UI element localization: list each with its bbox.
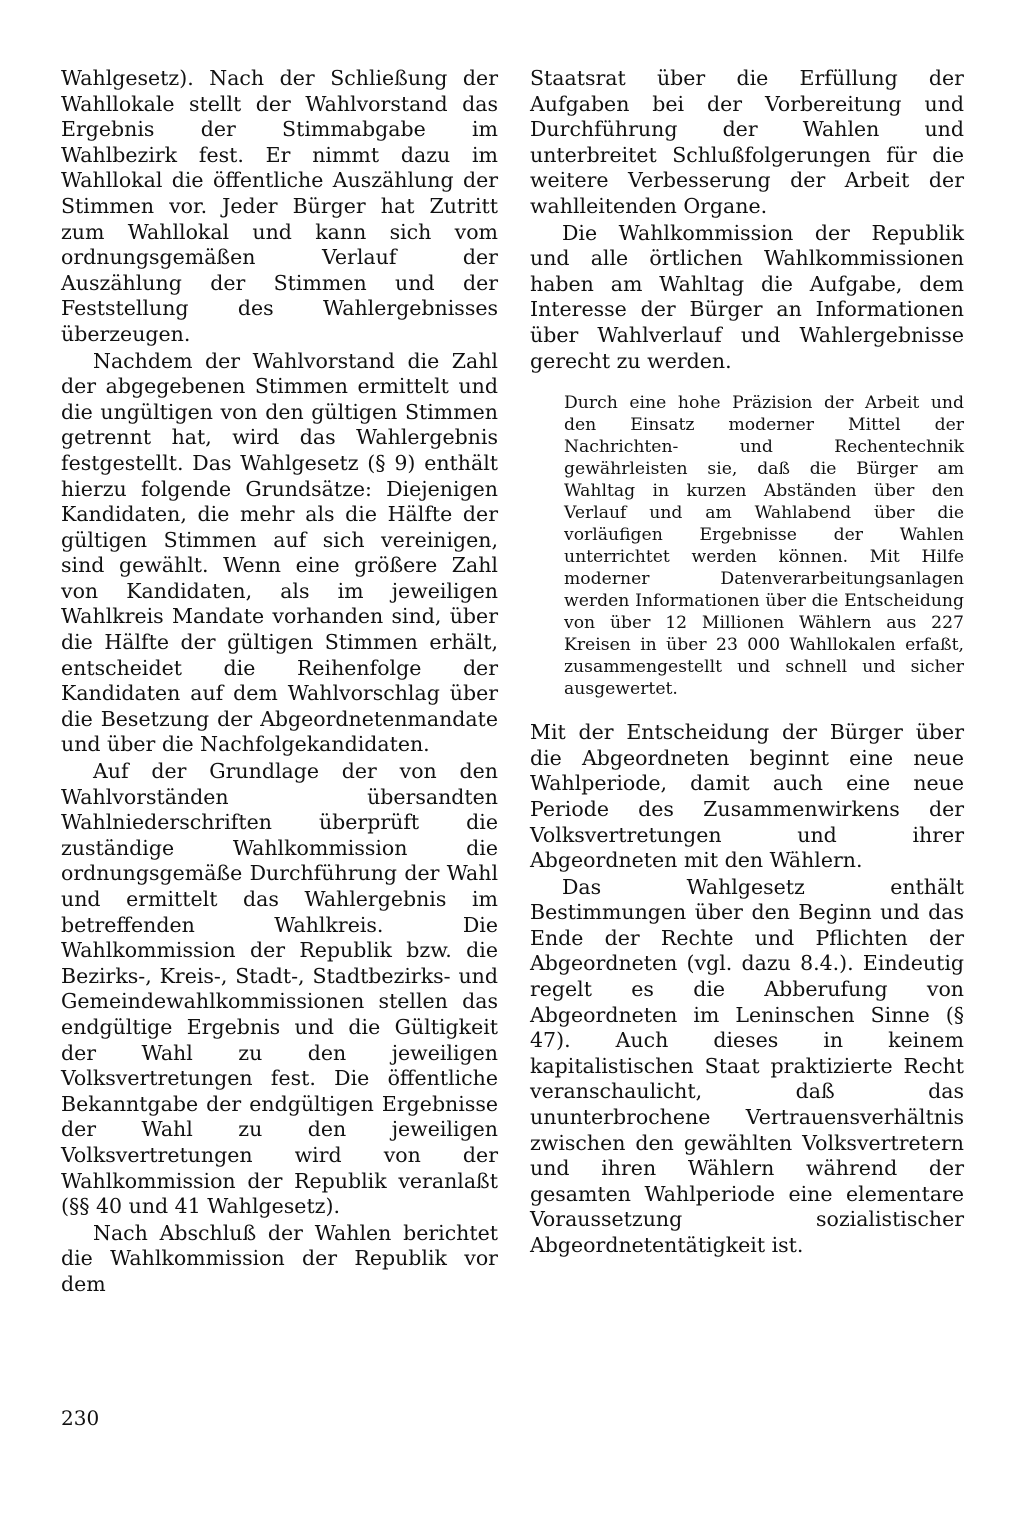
paragraph: Nachdem der Wahlvorstand die Zahl der abgegebenen Stimmen ermittelt und die ungültigen von den gültigen Stimmen getrennt hat, wird das Wahlergebnis festgestellt. Das Wahlgesetz (§ 9) enthält hierzu folgende Grundsätze: Diejenigen Kandidaten, die mehr als die Hälfte der gültigen Stimmen auf sich vereinigen, sind gewählt. Wenn eine größere Zahl von Kandidaten, als im jeweiligen Wahlkreis Mandate vorhanden sind, über die Hälfte der gültigen Stimmen erhält, entscheidet die Reihenfolge der Kandidaten auf dem Wahlvorschlag über die Besetzung der Abgeordnetenmandate und über die Nachfolgekandidaten.	[61, 348, 498, 757]
paragraph: Auf der Grundlage der von den Wahlvorständen übersandten Wahlniederschriften überprüft die zuständige Wahlkommission die ordnungsgemäße Durchführung der Wahl und ermittelt das Wahlergebnis im betreffenden Wahlkreis. Die Wahlkommission der Republik bzw. die Bezirks-, Kreis-, Stadt-, Stadtbezirks- und Gemeindewahlkommissionen stellen das endgültige Ergebnis und die Gültigkeit der Wahl zu den jeweiligen Volksvertretungen fest. Die öffentliche Bekanntgabe der endgültigen Ergebnisse der Wahl zu den jeweiligen Volksvertretungen wird von der Wahlkommission der Republik veranlaßt (§§ 40 und 41 Wahlgesetz).	[61, 759, 498, 1219]
small-print-block: Durch eine hohe Präzision der Arbeit und den Einsatz moderner Mittel der Nachrichten- und Rechentechnik gewährleisten sie, daß die Bürger am Wahltag in kurzen Abständen über den Verlauf und am Wahlabend über die vorläufigen Ergebnisse der Wahlen unterrichtet werden können. Mit Hilfe moderner Datenverarbeitungsanlagen werden Informationen über die Entscheidung von über 12 Millionen Wählern aus 227 Kreisen in über 23 000 Wahllokalen erfaßt, zusammengestellt und schnell und sicher ausgewertet.	[564, 393, 964, 700]
paragraph: Staatsrat über die Erfüllung der Aufgaben bei der Vorbereitung und Durchführung der Wahlen und unterbreitet Schlußfolgerungen für die weitere Verbesserung der Arbeit der wahlleitenden Organe.	[530, 66, 964, 218]
left-text-column	[61, 66, 498, 1298]
right-text-column	[530, 66, 964, 1259]
paragraph: Die Wahlkommission der Republik und alle örtlichen Wahlkommissionen haben am Wahltag die Aufgabe, dem Interesse der Bürger an Informationen über Wahlverlauf und Wahlergebnisse gerecht zu werden.	[530, 220, 964, 373]
paragraph: Das Wahlgesetz enthält Bestimmungen über den Beginn und das Ende der Rechte und Pflichten der Abgeordneten (vgl. dazu 8.4.). Eindeutig regelt es die Abberufung von Abgeordneten im Leninschen Sinne (§ 47). Auch dieses in keinem kapitalistischen Staat praktizierte Recht veranschaulicht, daß das ununterbrochene Vertrauensverhältnis zwischen den gewählten Volksvertretern und ihren Wählern während der gesamten Wahlperiode eine elementare Voraussetzung sozialistischer Abgeordnetentätigkeit ist.	[530, 874, 964, 1257]
paragraph: Nach Abschluß der Wahlen berichtet die Wahlkommission der Republik vor dem	[61, 1220, 498, 1296]
paragraph: Mit der Entscheidung der Bürger über die Abgeordneten beginnt eine neue Wahlperiode, damit auch eine neue Periode des Zusammenwirkens der Volksvertretungen und ihrer Abgeordneten mit den Wählern.	[530, 720, 964, 873]
page-number: 230	[61, 1406, 100, 1430]
paragraph: Wahlgesetz). Nach der Schließung der Wahllokale stellt der Wahlvorstand das Ergebnis der Stimmabgabe im Wahlbezirk fest. Er nimmt dazu im Wahllokal die öffentliche Auszählung der Stimmen vor. Jeder Bürger hat Zutritt zum Wahllokal und kann sich vom ordnungsgemäßen Verlauf der Auszählung der Stimmen und der Feststellung des Wahlergebnisses überzeugen.	[61, 66, 498, 346]
